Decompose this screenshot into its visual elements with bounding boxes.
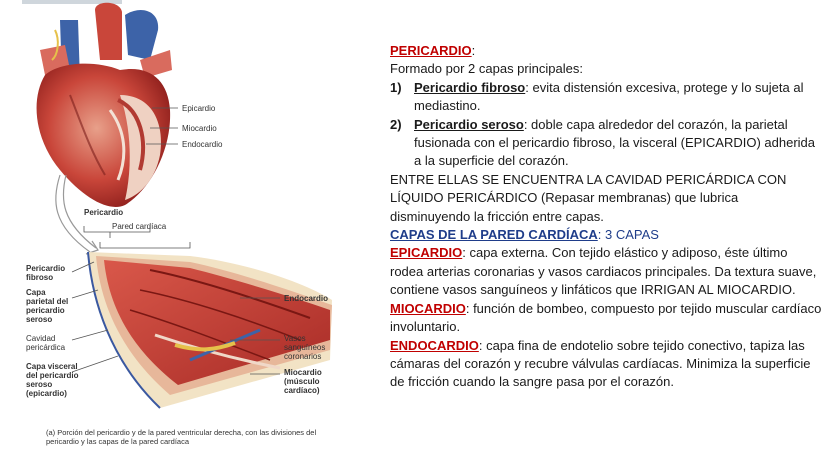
desc-pericardio-fibroso: : evita distensión excesiva, protege y lo sujeta al mediastino. — [414, 79, 804, 114]
pericardio-heading-colon: : — [471, 43, 476, 58]
epicardio-paragraph — [390, 244, 822, 299]
list-item — [390, 116, 822, 171]
epicardio-desc: : capa externa. Con tejido elástico y adiposo, éste último rodea arterias coronarias y vasos cardiacos principales. Da textura suave, contiene vasos sanguíneos y linfáticos que IRRIGAN AL MIOCARDIO. — [390, 245, 817, 298]
list-item — [390, 79, 822, 116]
capas-count: : 3 CAPAS — [597, 227, 659, 243]
endocardio-heading: ENDOCARDIO — [390, 337, 479, 353]
label-capa-parietal: Capa parietal del pericardio seroso — [26, 288, 69, 324]
label-vasos-sanguineos: Vasos sanguíneos coronarios — [284, 334, 326, 361]
miocardio-heading: MIOCARDIO — [390, 300, 466, 316]
endocardio-desc: : capa fina de endotelio sobre tejido conectivo, tapiza las cámaras del corazón y recubre válvulas cardíacas. Minimiza la superficie de fricción cuando la sangre pasa por el corazón. — [390, 337, 811, 390]
list-number: 2) — [390, 116, 402, 132]
figure-caption: (a) Porción del pericardio y de la pared ventricular derecha, con las divisiones del pericardio y las capas de la pared cardíaca — [46, 428, 317, 446]
label-pared-cardiaca: Pared cardíaca — [112, 222, 167, 231]
label-pericardio-fibroso: Pericardio fibroso — [26, 264, 66, 282]
pericardio-between: ENTRE ELLAS SE ENCUENTRA LA CAVIDAD PERICÁRDICA CON LÍQUIDO PERICÁRDICO (Repasar membranas) que lubrica disminuyendo la fricción entre capas. — [390, 171, 787, 224]
pericardio-heading-line — [390, 42, 822, 60]
desc-pericardio-seroso: : doble capa alrededor del corazón, la parietal fusionada con el pericardio fibroso, la visceral (EPICARDIO) adherida a la superficie del corazón. — [414, 116, 816, 169]
label-endocardio-2: Endocardio — [284, 294, 329, 303]
label-endocardio: Endocardio — [182, 140, 223, 149]
label-capa-visceral: Capa visceral del pericardio seroso (epicardio) — [26, 362, 79, 398]
pericardio-heading: PERICARDIO — [390, 43, 472, 58]
capas-heading: CAPAS DE LA PARED CARDÍACA — [390, 227, 598, 243]
label-miocardio-musculo: Miocardio (músculo cardíaco) — [284, 368, 322, 395]
heart-wall-figure — [0, 0, 370, 466]
term-pericardio-fibroso: Pericardio fibroso — [414, 79, 526, 95]
label-miocardio: Miocardio — [182, 124, 217, 133]
capas-heading-line — [390, 226, 822, 244]
text-content — [390, 42, 822, 392]
pericardio-intro: Formado por 2 capas principales: — [390, 61, 583, 77]
endocardio-paragraph — [390, 337, 822, 392]
miocardio-paragraph — [390, 300, 822, 337]
label-epicardio: Epicardio — [182, 104, 216, 113]
label-cavidad-pericardica: Cavidad pericárdica — [26, 334, 66, 352]
pericardio-list — [390, 79, 822, 171]
heart-drawing — [37, 3, 172, 207]
term-pericardio-seroso: Pericardio seroso — [414, 116, 524, 132]
list-number: 1) — [390, 79, 402, 95]
label-pericardio: Pericardio — [84, 208, 124, 217]
miocardio-desc: : función de bombeo, compuesto por tejido muscular cardíaco involuntario. — [390, 300, 822, 335]
epicardio-heading: EPICARDIO — [390, 245, 463, 261]
